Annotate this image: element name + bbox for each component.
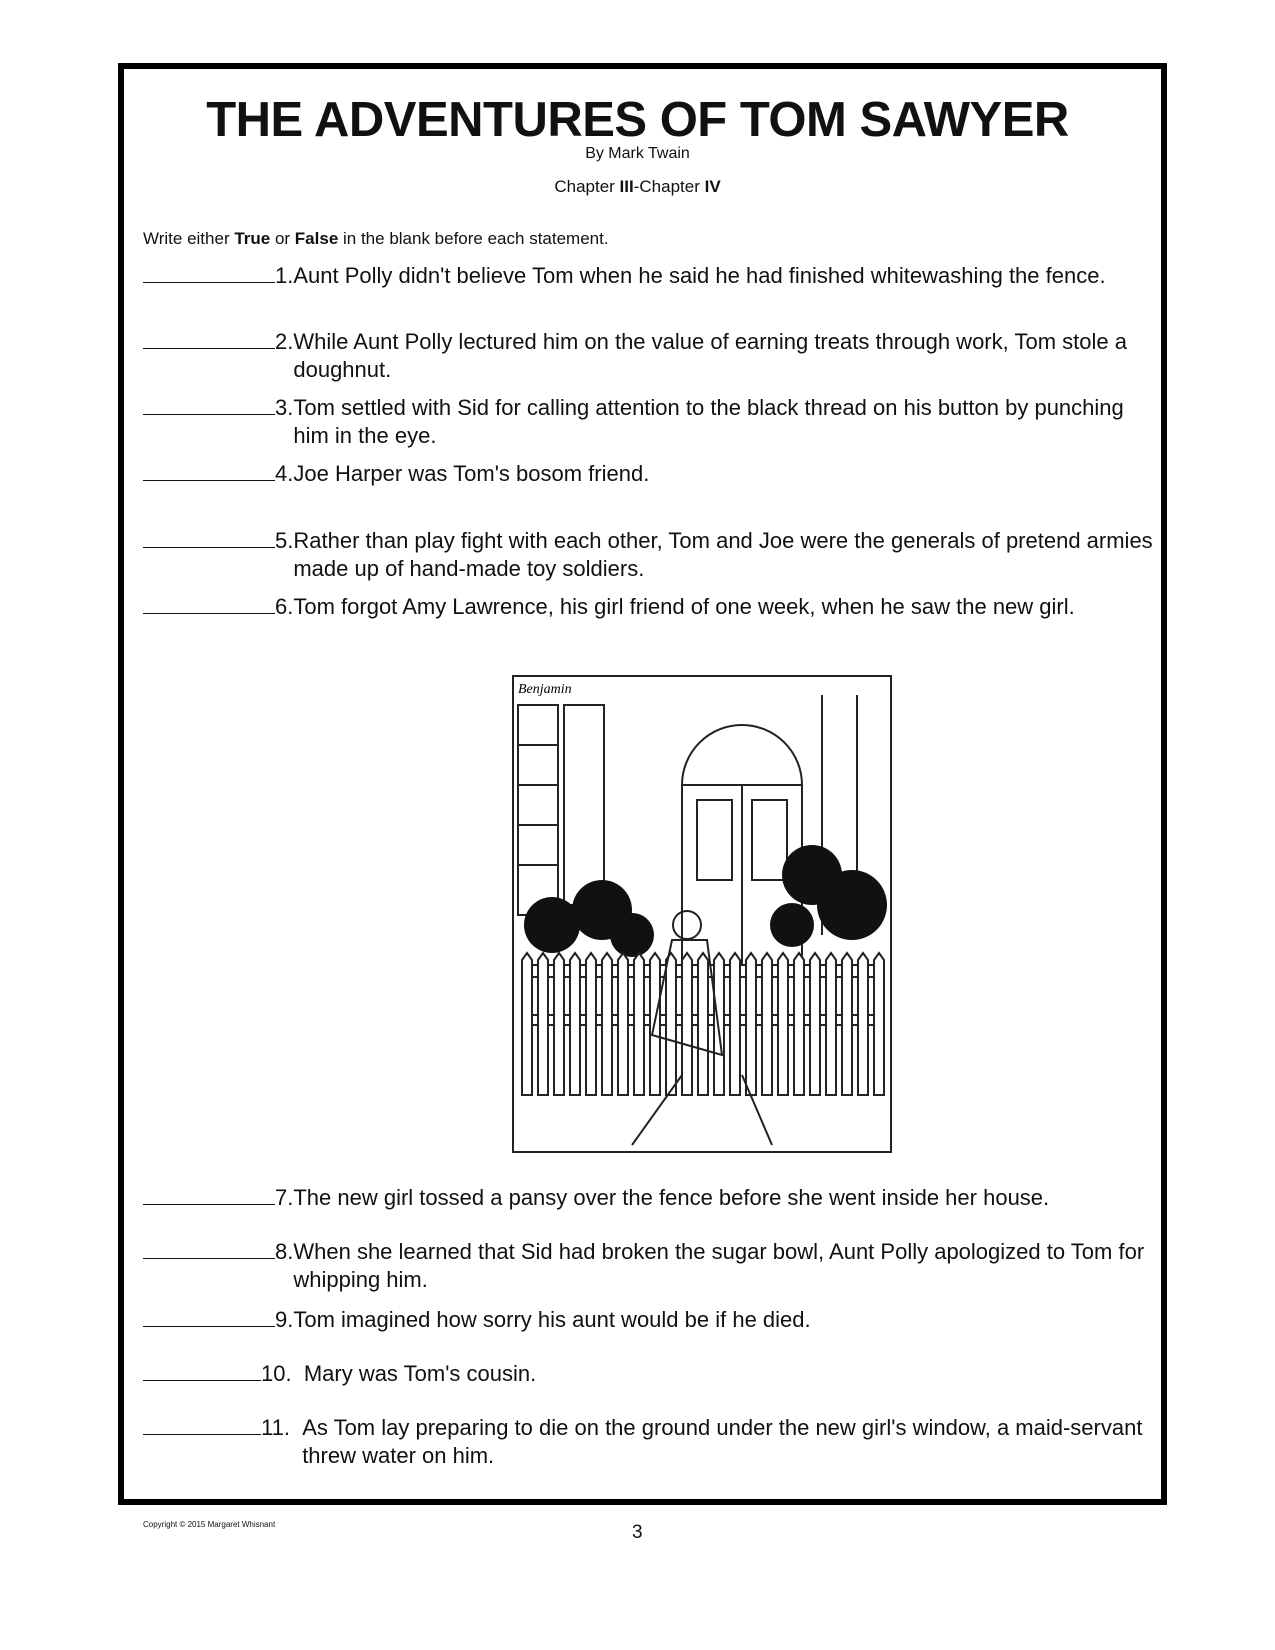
answer-blank[interactable] — [143, 262, 275, 283]
page-number: 3 — [632, 1522, 643, 1543]
fence-picket — [746, 953, 756, 1095]
answer-blank[interactable] — [143, 527, 275, 548]
fence-picket — [602, 953, 612, 1095]
fence-picket — [730, 953, 740, 1095]
chapter-range: Chapter III-Chapter IV — [554, 177, 721, 196]
fence-picket — [698, 953, 708, 1095]
question-10: 10. Mary was Tom's cousin. — [143, 1360, 1153, 1388]
question-1: 1. Aunt Polly didn't believe Tom when he said he had finished whitewashing the fence. — [143, 262, 1153, 290]
fence-picket — [634, 953, 644, 1095]
answer-blank[interactable] — [143, 394, 275, 415]
fence-picket — [538, 953, 548, 1095]
fence-picket — [522, 953, 532, 1095]
fence-picket — [794, 953, 804, 1095]
question-9: 9. Tom imagined how sorry his aunt would be if he died. — [143, 1306, 1153, 1334]
fence-picket — [586, 953, 596, 1095]
question-3: 3. Tom settled with Sid for calling attention to the black thread on his button by punching him in the eye. — [143, 394, 1153, 450]
answer-blank[interactable] — [143, 328, 275, 349]
question-4: 4. Joe Harper was Tom's bosom friend. — [143, 460, 1153, 488]
fence-picket — [874, 953, 884, 1095]
instructions: Write either True or False in the blank before each statement. — [143, 229, 609, 248]
fence-picket — [570, 953, 580, 1095]
answer-blank[interactable] — [143, 1360, 261, 1381]
question-5: 5. Rather than play fight with each other, Tom and Joe were the generals of pretend armies made up of hand-made toy soldiers. — [143, 527, 1153, 583]
fence-picket — [826, 953, 836, 1095]
page-title: THE ADVENTURES OF TOM SAWYER — [206, 93, 1069, 147]
fence-picket — [666, 953, 676, 1095]
question-7: 7. The new girl tossed a pansy over the fence before she went inside her house. — [143, 1184, 1153, 1212]
question-8: 8. When she learned that Sid had broken the sugar bowl, Aunt Polly apologized to Tom for whipping him. — [143, 1238, 1153, 1294]
question-11: 11. As Tom lay preparing to die on the ground under the new girl's window, a maid-servant threw water on him. — [143, 1414, 1153, 1470]
question-6: 6. Tom forgot Amy Lawrence, his girl friend of one week, when he saw the new girl. — [143, 593, 1153, 621]
fence-picket — [842, 953, 852, 1095]
author-line: By Mark Twain — [585, 145, 690, 162]
illustration-house-gate — [512, 675, 892, 1153]
answer-blank[interactable] — [143, 1414, 261, 1435]
question-2: 2. While Aunt Polly lectured him on the value of earning treats through work, Tom stole a doughnut. — [143, 328, 1153, 384]
answer-blank[interactable] — [143, 1306, 275, 1327]
answer-blank[interactable] — [143, 1238, 275, 1259]
fence-picket — [618, 953, 628, 1095]
fence-picket — [554, 953, 564, 1095]
answer-blank[interactable] — [143, 1184, 275, 1205]
illustration-signature: Benjamin — [518, 682, 572, 697]
fence-picket — [778, 953, 788, 1095]
answer-blank[interactable] — [143, 460, 275, 481]
copyright-notice: Copyright © 2015 Margaret Whisnant — [143, 1520, 276, 1529]
fence-picket — [810, 953, 820, 1095]
fence-picket — [858, 953, 868, 1095]
answer-blank[interactable] — [143, 593, 275, 614]
fence-picket — [714, 953, 724, 1095]
fence-picket — [682, 953, 692, 1095]
fence-picket — [762, 953, 772, 1095]
